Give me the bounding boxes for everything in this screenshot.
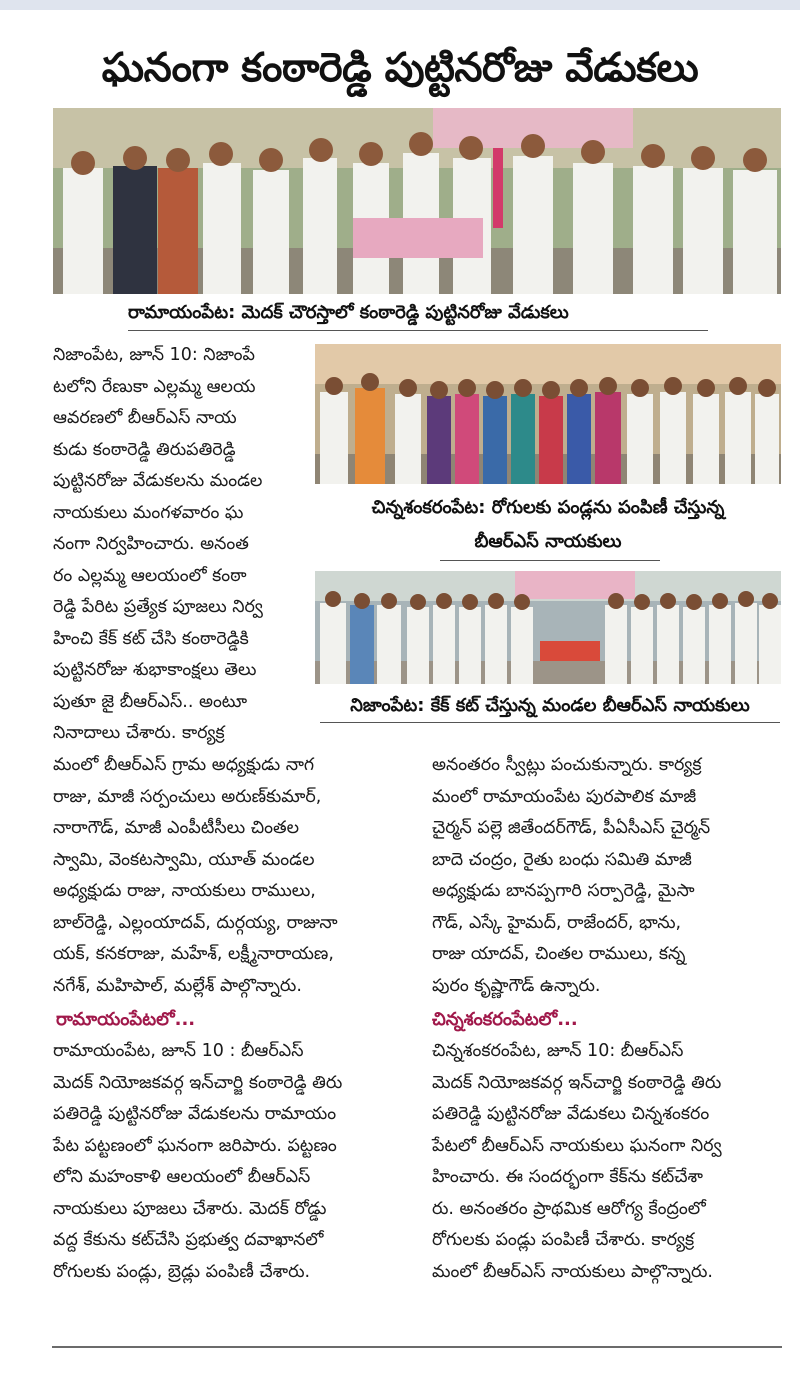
subhead-chinnashankarampet: చిన్నశంకరంపేటలో... <box>432 1009 578 1030</box>
photo-caption-second-line1: చిన్నశంకరంపేట: రోగులకు పండ్లను పంపిణీ చేస్తున్న <box>371 497 725 518</box>
article-col-right-bottom: చిన్నశంకరంపేట, జూన్ 10: బీఆర్ఎస్ మెదక్ నియోజకవర్గ ఇన్‌చార్జి కంఠారెడ్డి తిరు పతిరెడ్డి పుట్టినరోజు వేడుకలు చిన్నశంకరం పేటలో బీఆర్ఎస్ నాయకులు ఘనంగా నిర్వ హించారు. ఈ సందర్భంగా కేక్‌ను కట్‌చేశా రు. అనంతరం ప్రాథమిక ఆరోగ్య కేంద్రంలో రోగులకు పండ్లు పంపిణీ చేశారు. కార్యక్ర మంలో బీఆర్ఎస్ నాయకులు పాల్గొన్నారు. <box>432 1041 722 1282</box>
photo-caption-second-line2: బీఆర్ఎస్ నాయకులు <box>474 531 622 552</box>
photo-caption-main: రామాయంపేట: మెదక్ చౌరస్తాలో కంఠారెడ్డి పుట్టినరోజు వేడుకలు <box>128 302 569 323</box>
caption-underline-main <box>128 330 708 331</box>
photo-chinnashankarampet-fruits <box>315 344 781 484</box>
subhead-ramayampet: రామాయంపేటలో... <box>56 1009 196 1030</box>
bottom-divider <box>52 1346 782 1348</box>
caption-underline-second <box>440 560 660 561</box>
article-col-right-mid: అనంతరం స్వీట్లు పంచుకున్నారు. కార్యక్ర మంలో రామాయంపేట పురపాలిక మాజీ చైర్మన్ పల్లె జితేందర్‌గౌడ్, పీఏసీఎస్ చైర్మన్ బాదె చంద్రం, రైతు బంధు సమితి మాజీ అధ్యక్షుడు బానప్పగారి సర్పారెడ్డి, మైసా గౌడ్, ఎస్కే హైమద్, రాజేందర్, భాను, రాజు యాదవ్, చింతల రాములు, కన్న పురం కృష్ణాగౌడ్ ఉన్నారు. <box>432 755 711 996</box>
article-col-left-top: నిజాంపేట, జూన్ 10: నిజాంపే టలోని రేణుకా ఎల్లమ్మ ఆలయ ఆవరణలో బీఆర్ఎస్ నాయ కుడు కంఠారెడ్డి తిరుపతిరెడ్డి పుట్టినరోజు వేడుకలను మండల నాయకులు మంగళవారం ఘ నంగా నిర్వహించారు. అనంత రం ఎల్లమ్మ ఆలయంలో కంఠా రెడ్డి పేరిట ప్రత్యేక పూజలు నిర్వ హించి కేక్ కట్ చేసి కంఠారెడ్డికి పుట్టినరోజు శుభాకాంక్షలు తెలు పుతూ జై బీఆర్ఎస్.. అంటూ నినాదాలు చేశారు. కార్యక్ర <box>53 345 263 743</box>
photo-nizampet-cake-cutting <box>315 571 781 684</box>
photo-ramayampet-celebration <box>53 108 781 294</box>
article-col-left-bottom: రామాయంపేట, జూన్ 10 : బీఆర్ఎస్ మెదక్ నియోజకవర్గ ఇన్‌చార్జి కంఠారెడ్డి తిరు పతిరెడ్డి పుట్టినరోజు వేడుకలను రామాయం పేట పట్టణంలో ఘనంగా జరిపారు. పట్టణం లోని మహంకాళి ఆలయంలో బీఆర్ఎస్ నాయకులు పూజలు చేశారు. మెదక్ రోడ్డు వద్ద కేకును కట్‌చేసి ప్రభుత్వ దవాఖానలో రోగులకు పండ్లు, బ్రెడ్లు పంపిణీ చేశారు. <box>53 1041 343 1282</box>
top-border <box>0 0 800 10</box>
caption-underline-third <box>320 722 780 723</box>
article-col-left-mid: మంలో బీఆర్ఎస్ గ్రామ అధ్యక్షుడు నాగ రాజు, మాజీ సర్పంచులు అరుణ్‌కుమార్, నారాగౌడ్, మాజీ ఎంపీటీసీలు చింతల స్వామి, వెంకటస్వామి, యూత్ మండల అధ్యక్షుడు రాజు, నాయకులు రాములు, బాల్‌రెడ్డి, ఎల్లంయాదవ్, దుర్గయ్య, రాజునా యక్, కనకరాజు, మహేశ్, లక్ష్మీనారాయణ, నగేశ్, మహిపాల్, మల్లేశ్ పాల్గొన్నారు. <box>53 755 338 996</box>
headline: ఘనంగా కంఠారెడ్డి పుట్టినరోజు వేడుకలు <box>101 45 699 91</box>
photo-caption-third: నిజాంపేట: కేక్ కట్ చేస్తున్న మండల బీఆర్ఎస్ నాయకులు <box>350 695 750 716</box>
